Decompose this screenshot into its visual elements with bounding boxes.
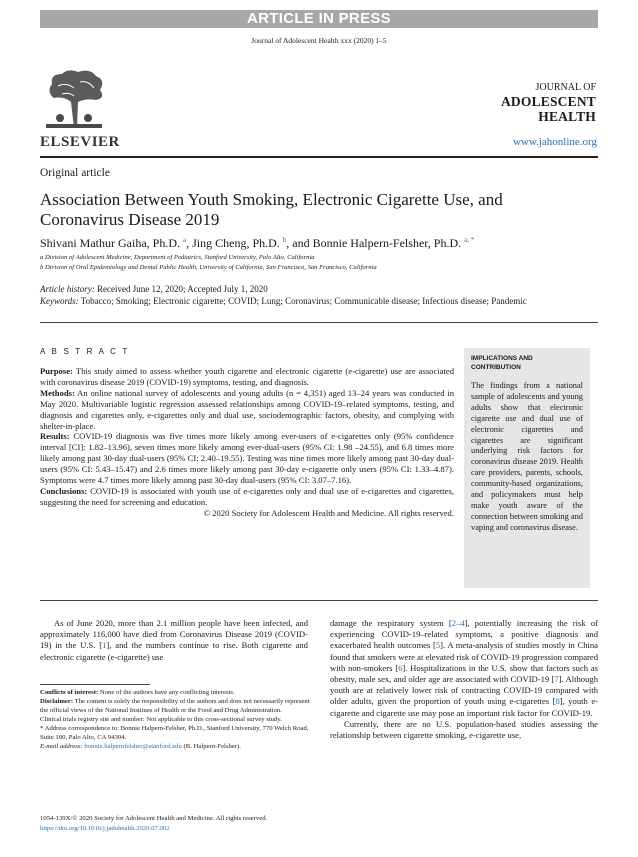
registry-text: Clinical trials registry site and number: Not applicable to this cross-sectional survey study. — [40, 716, 282, 723]
article-in-press-banner: ARTICLE IN PRESS — [40, 10, 598, 28]
journal-title — [480, 82, 596, 124]
reference-link[interactable]: 8 — [555, 696, 560, 707]
disclaimer-label: Disclaimer: — [40, 698, 74, 705]
body-text: ], potentially increasing the risk of experiencing COVID-19–related symptoms, a positive diagnosis and exacerbated health outcomes [ — [330, 618, 598, 651]
body-column-right — [330, 618, 598, 741]
journal-citation: Journal of Adolescent Health xxx (2020) 1–5 — [251, 36, 387, 45]
conclusions-label: Conclusions: — [40, 485, 88, 496]
journal-title-line2: ADOLESCENT — [500, 94, 596, 109]
author-separator: , — [186, 236, 193, 250]
footnotes — [40, 688, 310, 751]
affiliation-marker[interactable]: b — [282, 236, 287, 244]
elsevier-logo[interactable] — [40, 68, 120, 150]
reference-link[interactable]: 1 — [102, 640, 107, 651]
coi-label: Conflicts of interest: — [40, 689, 99, 696]
divider — [40, 600, 598, 601]
footnote-rule — [40, 684, 150, 685]
publisher-name: ELSEVIER — [40, 134, 120, 150]
body-text: damage the respiratory system [ — [330, 618, 452, 628]
doi-link[interactable]: https://doi.org/10.1016/j.jadohealth.2020.07.002 — [40, 824, 170, 832]
reference-link[interactable]: 2–4 — [451, 618, 465, 628]
history-label: Article history: — [40, 284, 95, 294]
author-list — [40, 236, 598, 251]
journal-url-link[interactable]: www.jahonline.org — [512, 136, 597, 148]
email-owner: (B. Halpern-Felsher). — [181, 743, 241, 750]
body-paragraph: Currently, there are no U.S. population-based studies assessing the relationship between cigarette smoking, e-cigarette use, — [330, 718, 598, 741]
conclusions-text: COVID-19 is associated with youth use of e-cigarettes only and dual use of e-cigarettes and cigarettes, suggesting the need for screening and education. — [40, 485, 454, 507]
email-link[interactable]: bonnie.halpernfelsher@stanford.edu — [84, 743, 182, 750]
correspondence-text: * Address correspondence to: Bonnie Halpern-Felsher, Ph.D., Stanford University, 770 Welch Road, Suite 100, Palo Alto, CA 94304. — [40, 725, 309, 741]
affiliation-marker[interactable]: a, * — [464, 236, 475, 244]
reference-link[interactable]: 6 — [398, 662, 403, 673]
divider — [40, 322, 598, 323]
coi-text: None of the authors have any conflicting interests. — [98, 689, 235, 696]
header-rule — [40, 156, 598, 158]
affiliation: a Division of Adolescent Medicine, Department of Pediatrics, Stanford University, Palo Alto, California — [40, 254, 315, 261]
journal-title-line3: HEALTH — [538, 109, 596, 124]
body-text: ], and the numbers continue to rise. Both cigarette and electronic cigarette (e-cigarette) use — [40, 640, 308, 662]
keywords: Tobacco; Smoking; Electronic cigarette; COVID; Lung; Coronavirus; Communicable disease; Infectious disease; Pandemic — [78, 296, 527, 306]
purpose-text: This study aimed to assess whether youth cigarette and electronic cigarette (e-cigarette) use are associated with coronavirus disease 2019 (COVID-19) symptoms, testing, and diagnosis. — [40, 366, 454, 387]
email-label: E-mail address: — [40, 743, 85, 750]
history-dates: Received June 12, 2020; Accepted July 1, 2020 — [94, 284, 268, 294]
article-title: Association Between Youth Smoking, Electronic Cigarette Use, and Coronavirus Disease 2019 — [40, 190, 503, 229]
body-text: ]. A meta-analysis of studies mostly in China found that smokers were at elevated risk of COVID-19 progression compared with non-smokers [ — [330, 640, 598, 673]
methods-label: Methods: — [40, 387, 75, 398]
article-type: Original article — [40, 167, 110, 179]
abstract — [40, 366, 454, 519]
author-name[interactable]: Shivani Mathur Gaiha, Ph.D. — [40, 236, 180, 250]
body-text: ], youth e-cigarette and cigarette use may pose an important risk factor for COVID-19. — [330, 696, 598, 718]
affiliation-marker[interactable]: a — [183, 236, 187, 244]
author-separator: , and — [286, 236, 313, 250]
reference-link[interactable]: 5 — [435, 640, 441, 651]
body-column-left — [40, 618, 308, 663]
results-label: Results: — [40, 431, 70, 442]
methods-text: An online national survey of adolescents and young adults (n = 4,351) aged 13–24 years was conducted in May 2020. Multivariable logistic regression assessed relationships among COVID-19–related symptoms, testing, and diagnosis and cigarettes only, e-cigarettes only and dual use, sociodemographic factors, obesity, and complying with shelter-in-place. — [40, 387, 454, 431]
page-bottom-info — [40, 814, 340, 833]
reference-link[interactable]: 7 — [554, 674, 559, 685]
author-name[interactable]: Bonnie Halpern-Felsher, Ph.D. — [312, 236, 462, 250]
article-history — [40, 283, 598, 307]
results-text: COVID-19 diagnosis was five times more likely among ever-users of e-cigarettes only (95% confidence interval [CI]: 1.82–13.96), seven times more likely among ever-dual-users (95% CI: 1.98 –24.55), and 6.8 times more likely among past 30-day dual-users (95% CI: 2.40–19.55). Testing was nine times more likely among past 30-day dual-users (95% CI: 5.43–15.47) and 2.6 times more likely among past 30-day e-cigarette only users (95% CI: 1.33–4.87). Symptoms were 4.7 times more likely among past 30-day dual-users (95% CI: 3.07–7.16). — [40, 431, 454, 486]
abstract-copyright: © 2020 Society for Adolescent Health and Medicine. All rights reserved. — [203, 507, 454, 518]
implications-box — [464, 348, 590, 588]
implications-text: The findings from a national sample of adolescents and young adults show that electronic cigarette use and dual use of electronic cigarettes and cigarettes are significant underlying risk factors for coronavirus disease 2019. Health care providers, parents, schools, community-based organizations, and policymakers must help make youth aware of the connection between smoking and vaping and coronavirus disease. — [471, 381, 583, 532]
body-text: ]. Hospitalizations in the U.S. show that factors such as obesity, male sex, and older age are associated with COVID-19 [ — [330, 662, 598, 685]
journal-title-line1: JOURNAL OF — [535, 82, 596, 93]
author-name[interactable]: Jing Cheng, Ph.D. — [192, 236, 280, 250]
disclaimer-text: The content is solely the responsibility of the authors and does not necessarily represent the official views of the National Institues of Health or the Food and Drug Administration. — [40, 698, 310, 714]
issn-text: 1054-139X/© 2020 Society for Adolescent Health and Medicine. All rights reserved. — [40, 815, 268, 822]
body-text: As of June 2020, more than 2.1 million people have been infected, and approximately 116,000 have died from Coronavirus Disease 2019 (COVID-19) in the U.S. [ — [40, 618, 308, 651]
purpose-label: Purpose: — [40, 366, 73, 376]
keywords-label: Keywords: — [40, 296, 79, 306]
abstract-label: A B S T R A C T — [40, 347, 130, 356]
implications-heading: IMPLICATIONS AND CONTRIBUTION — [471, 355, 533, 371]
affiliation: b Division of Oral Epidemiology and Dental Public Health, University of California, San Francisco, San Francisco, California — [40, 264, 377, 271]
body-text: ]. Although youth are at relatively lower risk of contracting COVID-19 compared with older adults, given the proportion of youth using e-cigarettes [ — [330, 674, 598, 707]
